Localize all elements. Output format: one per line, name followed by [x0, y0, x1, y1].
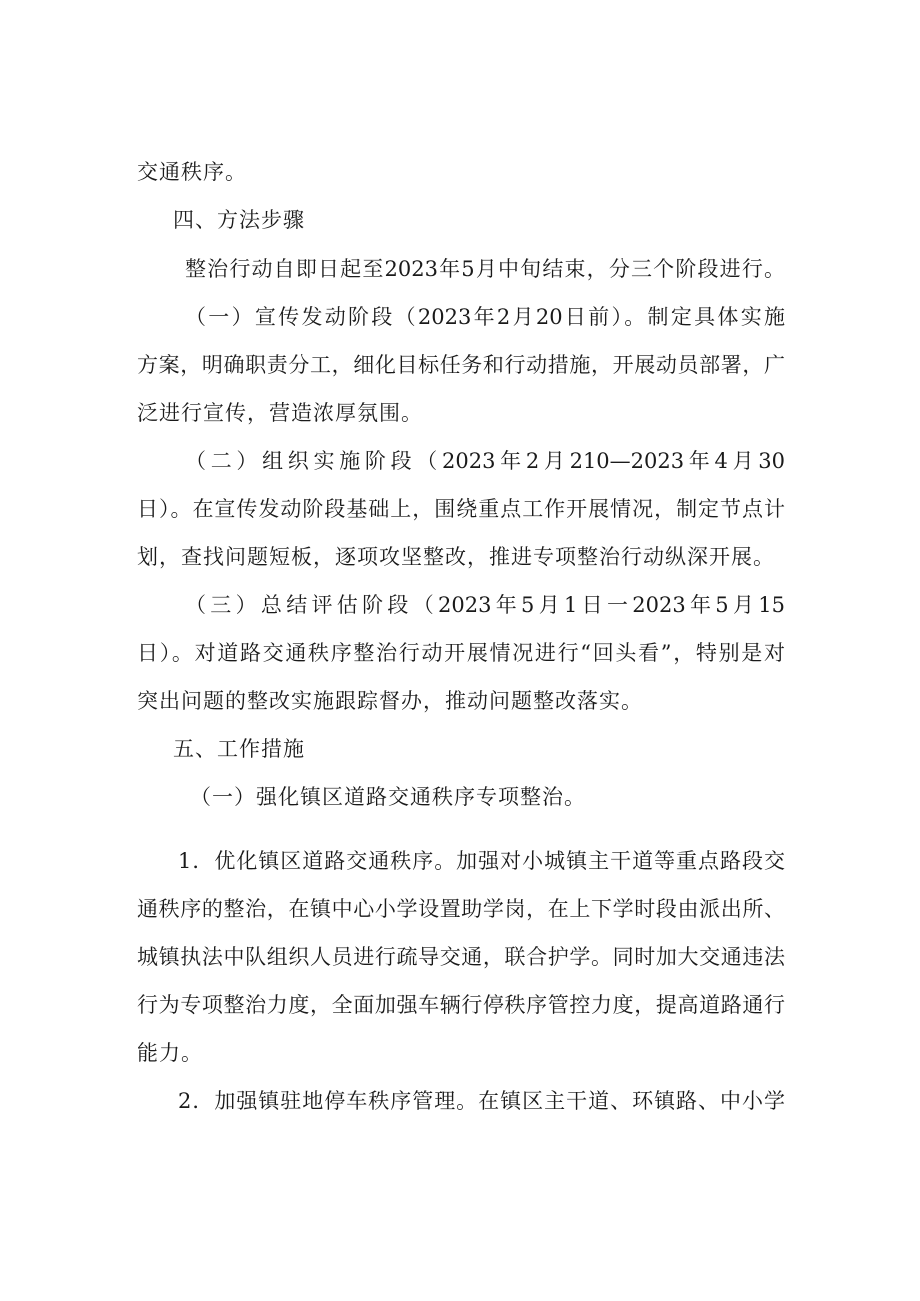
- text-line-5: 方案，明确职责分工，细化目标任务和行动措施，开展动员部署，广: [137, 353, 785, 377]
- text-line-9: 划，查找问题短板，逐项攻坚整改，推进专项整治行动纵深开展。: [137, 545, 775, 569]
- text-line-8: 日）。在宣传发动阶段基础上，围绕重点工作开展情况，制定节点计: [137, 497, 785, 521]
- text-line-15: 1．优化镇区道路交通秩序。加强对小城镇主干道等重点路段交: [178, 849, 785, 873]
- text-line-11: 日）。对道路交通秩序整治行动开展情况进行“回头看”，特别是对: [137, 641, 785, 665]
- text-line-4: （一）宣传发动阶段（2023年2月20日前）。制定具体实施: [185, 305, 785, 329]
- text-line-12: 突出问题的整改实施跟踪督办，推动问题整改落实。: [137, 689, 643, 713]
- text-line-20: 2．加强镇驻地停车秩序管理。在镇区主干道、环镇路、中小学: [178, 1089, 785, 1113]
- text-line-7: （二）组织实施阶段（2023年2月210—2023年4月30: [185, 449, 785, 473]
- section-heading-4: 四、方法步骤: [173, 208, 305, 232]
- text-line-1: 交通秩序。: [137, 160, 247, 184]
- text-line-6: 泛进行宣传，营造浓厚氛围。: [137, 401, 423, 425]
- text-line-18: 行为专项整治力度，全面加强车辆行停秩序管控力度，提高道路通行: [137, 993, 785, 1017]
- section-heading-5: 五、工作措施: [173, 737, 305, 761]
- subsection-heading-1: （一）强化镇区道路交通秩序专项整治。: [190, 785, 586, 809]
- text-line-17: 城镇执法中队组织人员进行疏导交通，联合护学。同时加大交通违法: [137, 945, 785, 969]
- text-line-16: 通秩序的整治，在镇中心小学设置助学岗，在上下学时段由派出所、: [137, 897, 785, 921]
- text-line-10: （三）总结评估阶段（2023年5月1日一2023年5月15: [185, 593, 785, 617]
- text-line-19: 能力。: [137, 1041, 203, 1065]
- text-line-3: 整治行动自即日起至2023年5月中旬结束，分三个阶段进行。: [185, 257, 785, 281]
